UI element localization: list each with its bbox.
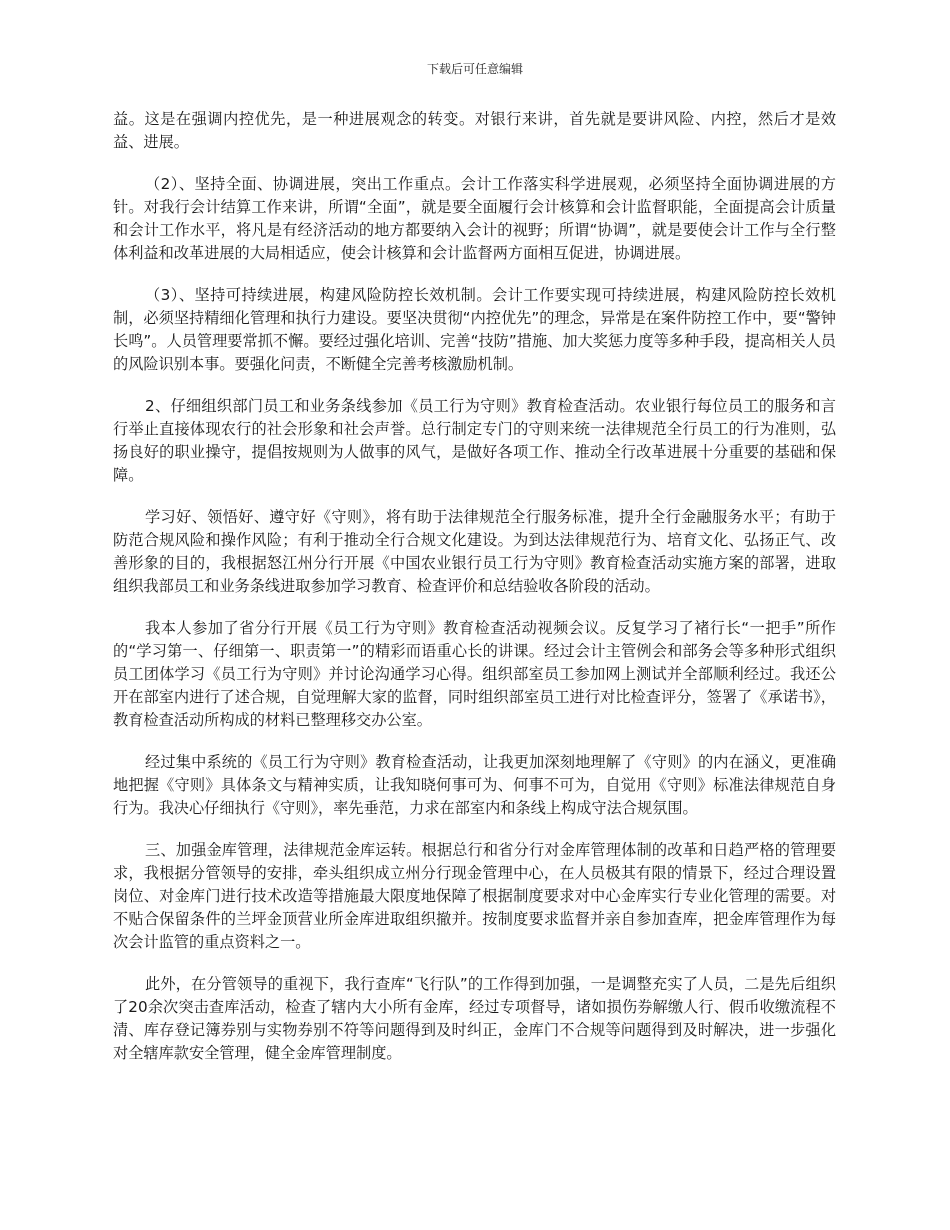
paragraph-9: 此外，在分管领导的重视下，我行查库“飞行队”的工作得到加强，一是调整充实了人员，二是先后组织了20余次突击查库活动，检查了辖内大小所有金库，经过专项督导，诸如损伤券解缴人行、假币收缴流程不清、库存登记簿券别与实物券别不符等问题得到及时纠正，金库门不合规等问题得到及时解决，进一步强化对全辖库款安全管理，健全金库管理制度。 <box>113 975 836 1062</box>
paragraph-2: （2）、坚持全面、协调进展，突出工作重点。会计工作落实科学进展观，必须坚持全面协调进展的方针。对我行会计结算工作来讲，所谓“全面”，就是要全面履行会计核算和会计监督职能，全面提高会计质量和会计工作水平，将凡是有经济活动的地方都要纳入会计的视野；所谓“协调”，就是要使会计工作与全行整体利益和改革进展的大局相适应，使会计核算和会计监督两方面相互促进，协调进展。 <box>113 175 836 262</box>
paragraph-6: 我本人参加了省分行开展《员工行为守则》教育检查活动视频会议。反复学习了褚行长“一把手”所作的“学习第一、仔细第一、职责第一”的精彩而语重心长的讲课。经过会计主管例会和部务会等多种形式组织员工团体学习《员工行为守则》并讨论沟通学习心得。组织部室员工参加网上测试并全部顺利经过。我还公开在部室内进行了述合规，自觉理解大家的监督，同时组织部室员工进行对比检查评分，签署了《承诺书》，教育检查活动所构成的材料已整理移交办公室。 <box>113 619 836 729</box>
paragraph-1: 益。这是在强调内控优先，是一种进展观念的转变。对银行来讲，首先就是要讲风险、内控，然后才是效益、进展。 <box>113 110 836 151</box>
paragraph-4: 2、仔细组织部门员工和业务条线参加《员工行为守则》教育检查活动。农业银行每位员工的服务和言行举止直接体现农行的社会形象和社会声誉。总行制定专门的守则来统一法律规范全行员工的行为准则，弘扬良好的职业操守，提倡按规则为人做事的风气，是做好各项工作、推动全行改革进展十分重要的基础和保障。 <box>113 397 836 484</box>
paragraph-3: （3）、坚持可持续进展，构建风险防控长效机制。会计工作要实现可持续进展，构建风险防控长效机制，必须坚持精细化管理和执行力建设。要坚决贯彻“内控优先”的理念，异常是在案件防控工作中，要“警钟长鸣”。人员管理要常抓不懈。要经过强化培训、完善“技防”措施、加大奖惩力度等多种手段，提高相关人员的风险识别本事。要强化问责，不断健全完善考核激励机制。 <box>113 286 836 373</box>
paragraph-8: 三、加强金库管理，法律规范金库运转。根据总行和省分行对金库管理体制的改革和日趋严格的管理要求，我根据分管领导的安排，牵头组织成立州分行现金管理中心，在人员极其有限的情景下，经过合理设置岗位、对金库门进行技术改造等措施最大限度地保障了根据制度要求对中心金库实行专业化管理的需要。对不贴合保留条件的兰坪金顶营业所金库进取组织撤并。按制度要求监督并亲自参加查库，把金库管理作为每次会计监管的重点资料之一。 <box>113 841 836 951</box>
paragraph-5: 学习好、领悟好、遵守好《守则》，将有助于法律规范全行服务标准，提升全行金融服务水平；有助于防范合规风险和操作风险；有利于推动全行合规文化建设。为到达法律规范行为、培育文化、弘扬正气、改善形象的目的，我根据怒江州分行开展《中国农业银行员工行为守则》教育检查活动实施方案的部署，进取组织我部员工和业务条线进取参加学习教育、检查评价和总结验收各阶段的活动。 <box>113 508 836 595</box>
document-body <box>113 108 836 1084</box>
page-header: 下载后可任意编辑 <box>426 62 523 76</box>
paragraph-7: 经过集中系统的《员工行为守则》教育检查活动，让我更加深刻地理解了《守则》的内在涵义，更准确地把握《守则》具体条文与精神实质，让我知晓何事可为、何事不可为，自觉用《守则》标准法律规范自身行为。我决心仔细执行《守则》，率先垂范，力求在部室内和条线上构成守法合规氛围。 <box>113 753 836 817</box>
